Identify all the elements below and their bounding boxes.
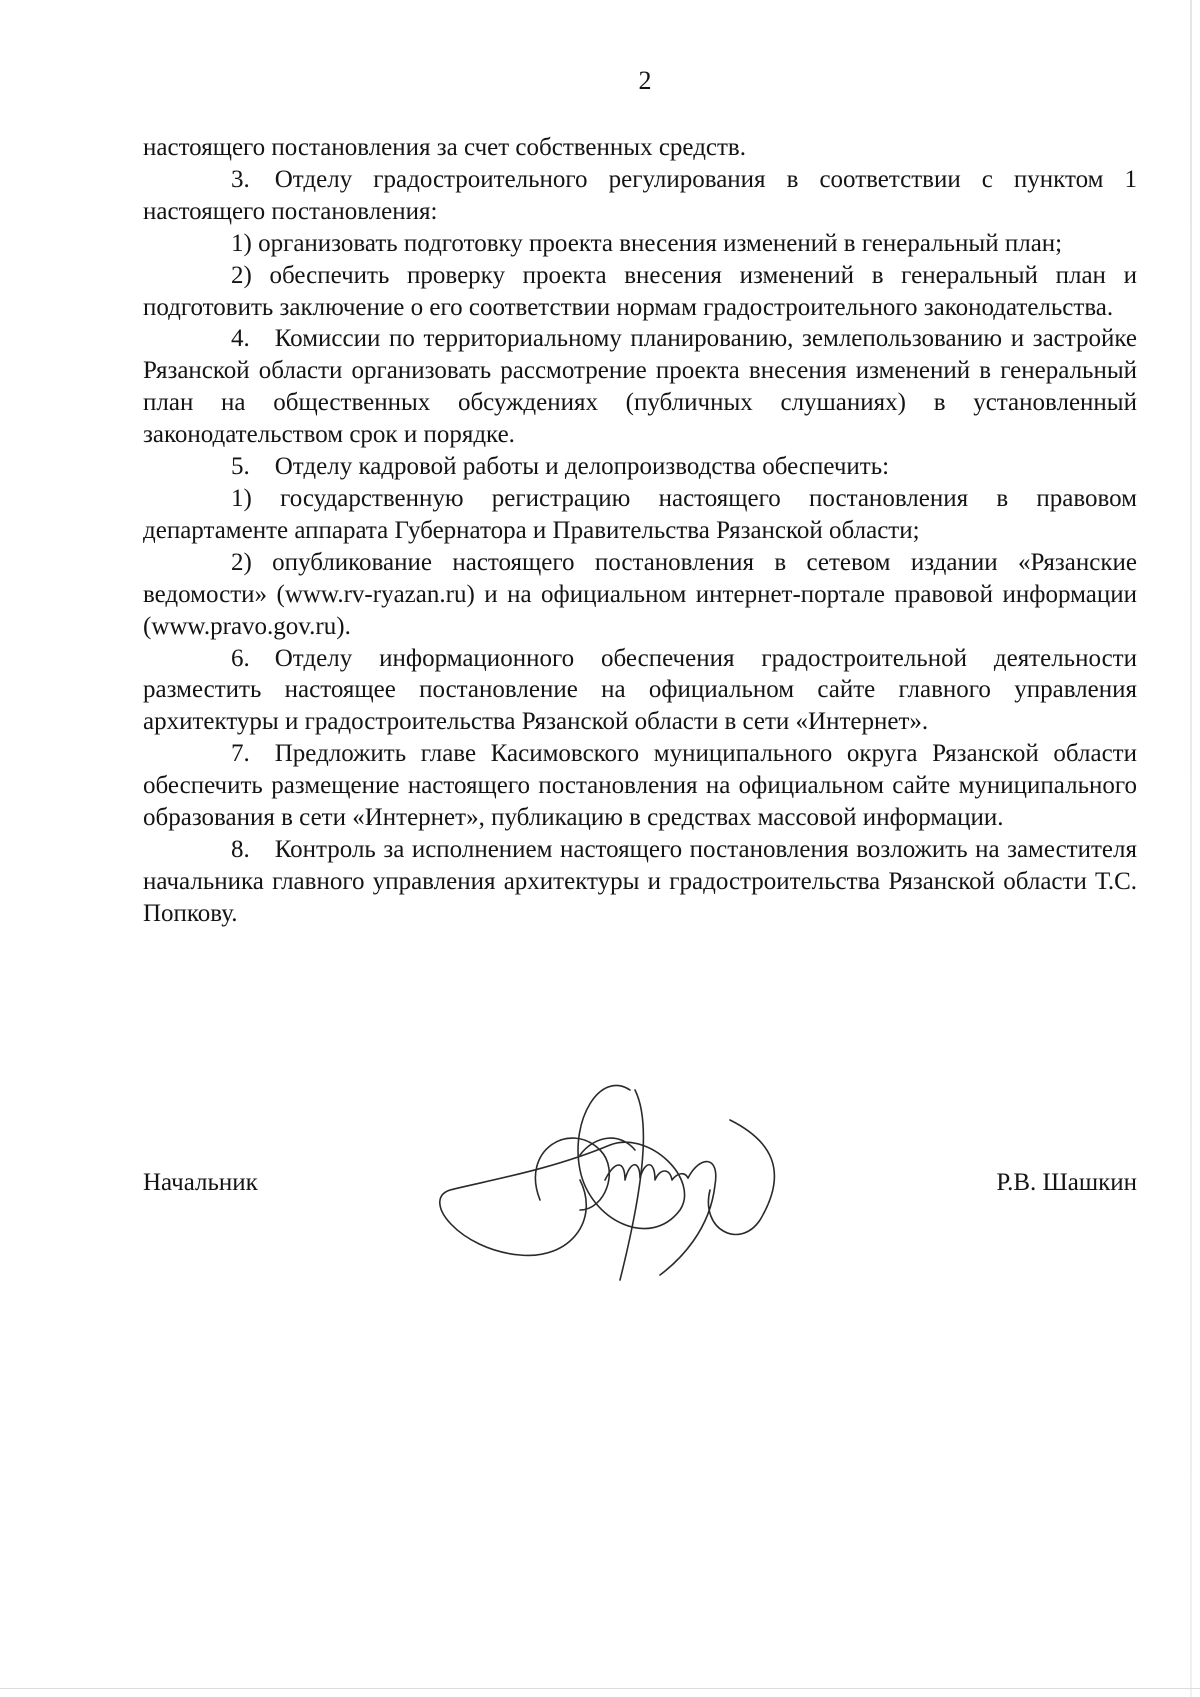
paragraph-item-7: 7. Предложить главе Касимовского муниципального округа Рязанской области обеспечить размещение настоящего постановления на официальном сайте муниципального образования в сети «Интернет», публикацию в средствах массовой информации.	[143, 740, 1137, 832]
paragraph-item-8: 8. Контроль за исполнением настоящего постановления возложить на заместителя начальника главного управления архитектуры и градостроительства Рязанской области Т.С. Попкову.	[143, 835, 1137, 927]
paragraph-item-5-2: 2) опубликование настоящего постановления в сетевом издании «Рязанские ведомости» (www.rv-ryazan.ru) и на официальном интернет-портале правовой информации (www.pravo.gov.ru).	[143, 548, 1137, 640]
paragraph-continuation: настоящего постановления за счет собственных средств.	[143, 134, 746, 161]
signer-name: Р.В. Шашкин	[996, 1169, 1137, 1196]
document-body	[143, 132, 1137, 930]
paragraph-item-3-2: 2) обеспечить проверку проекта внесения изменений в генеральный план и подготовить заключение о его соответствии нормам градостроительного законодательства.	[143, 261, 1137, 321]
paragraph-item-5-1: 1) государственную регистрацию настоящего постановления в правовом департаменте аппарата Губернатора и Правительства Рязанской области;	[143, 484, 1137, 544]
handwritten-signature	[430, 1060, 850, 1290]
paragraph-item-6: 6. Отделу информационного обеспечения градостроительной деятельности разместить настоящее постановление на официальном сайте главного управления архитектуры и градостроительства Рязанской области в сети «Интернет».	[143, 644, 1137, 736]
paragraph-item-3: 3. Отделу градостроительного регулирования в соответствии с пунктом 1 настоящего постановления:	[143, 165, 1137, 225]
page-bottom-edge	[0, 1688, 1200, 1689]
paragraph-item-5: 5. Отделу кадровой работы и делопроизводства обеспечить:	[231, 453, 890, 481]
paragraph-item-4: 4. Комиссии по территориальному планированию, землепользованию и застройке Рязанской области организовать рассмотрение проекта внесения изменений в генеральный план на общественных обсуждениях (публичных слушаниях) в установленный законодательством срок и порядке.	[143, 325, 1137, 449]
page-number: 2	[638, 66, 652, 95]
page-edge	[1190, 0, 1192, 1697]
signer-position: Начальник	[143, 1169, 258, 1196]
paragraph-item-3-1: 1) организовать подготовку проекта внесения изменений в генеральный план;	[231, 229, 1063, 257]
